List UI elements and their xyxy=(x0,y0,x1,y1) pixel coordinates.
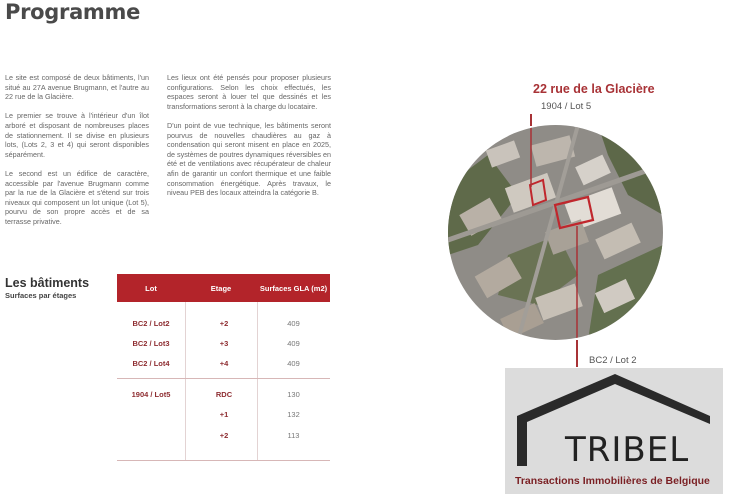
cell-etage: RDC xyxy=(215,390,233,399)
header-surfaces: Surfaces GLA (m2) xyxy=(259,283,328,293)
row-divider xyxy=(117,378,330,379)
intro-paragraph: Les lieux ont été pensés pour proposer plusieurs configurations. Selon les choix effectués, les espaces seront à louer tel que dessinés et les transformations seront à la charge du locataire. xyxy=(167,73,331,111)
cell-lot: BC2 / Lot2 xyxy=(132,319,170,328)
cell-etage: +2 xyxy=(219,431,229,440)
pointer-line-lot2 xyxy=(576,340,578,367)
buildings-subtitle: Surfaces par étages xyxy=(5,291,77,300)
cell-lot: 1904 / Lot5 xyxy=(131,390,171,399)
cell-surface: 409 xyxy=(287,319,300,328)
map-address: 22 rue de la Glacière xyxy=(533,82,655,96)
tribel-logo xyxy=(505,368,723,494)
pointer-line-lot5 xyxy=(530,114,532,126)
buildings-title: Les bâtiments xyxy=(5,276,90,290)
intro-paragraph: Le site est composé de deux bâtiments, l'un situé au 27A avenue Brugmann, et l'autre au 22 rue de la Glacière. xyxy=(5,73,149,102)
page-title: Programme xyxy=(5,0,141,24)
map-label-lot5: 1904 / Lot 5 xyxy=(541,101,592,112)
cell-etage: +3 xyxy=(219,339,229,348)
logo-wordmark: TRIBEL xyxy=(565,430,690,470)
intro-paragraph: Le second est un édifice de caractère, accessible par l'avenue Brugmann comme par la rue de la Glacière et s'étend sur trois niveaux qui composent un lot unique (Lot 5), pourvu de son propre accès et de sa terrasse privative. xyxy=(5,168,149,226)
cell-etage: +2 xyxy=(219,319,229,328)
intro-paragraph: Le premier se trouve à l'intérieur d'un îlot arboré et disposant de nombreuses places de stationnement. Il se divise en plusieurs lots, (Lots 2, 3 et 4) qui seront disponibles séparément. xyxy=(5,111,149,159)
intro-column-left xyxy=(5,73,149,236)
cell-etage: +4 xyxy=(219,359,229,368)
intro-paragraph: D'un point de vue technique, les bâtiments seront pourvus de nouvelles chaudières au gaz à condensation qui seront misent en place en 2025, de systèmes de poutres dynamiques réversibles en été et de ventilations avec récupérateur de chaleur afin de garantir un confort thermique et une faible consommation énergétique. Après travaux, le niveau PEB des locaux atteindra la catégorie B. xyxy=(167,120,331,198)
column-divider xyxy=(185,302,186,460)
cell-lot: BC2 / Lot4 xyxy=(132,359,170,368)
cell-surface: 130 xyxy=(287,390,300,399)
table-header xyxy=(117,274,330,302)
cell-etage: +1 xyxy=(219,410,229,419)
map-label-lot2: BC2 / Lot 2 xyxy=(589,355,637,366)
cell-surface: 113 xyxy=(287,431,300,440)
row-divider xyxy=(117,460,330,461)
cell-surface: 409 xyxy=(287,359,300,368)
aerial-photo-map xyxy=(448,125,663,340)
cell-lot: BC2 / Lot3 xyxy=(132,339,170,348)
logo-tagline: Transactions Immobilières de Belgique xyxy=(515,475,710,487)
intro-column-right xyxy=(167,73,331,207)
header-lot: Lot xyxy=(145,283,157,293)
cell-surface: 132 xyxy=(287,410,300,419)
cell-surface: 409 xyxy=(287,339,300,348)
header-etage: Etage xyxy=(210,283,232,293)
